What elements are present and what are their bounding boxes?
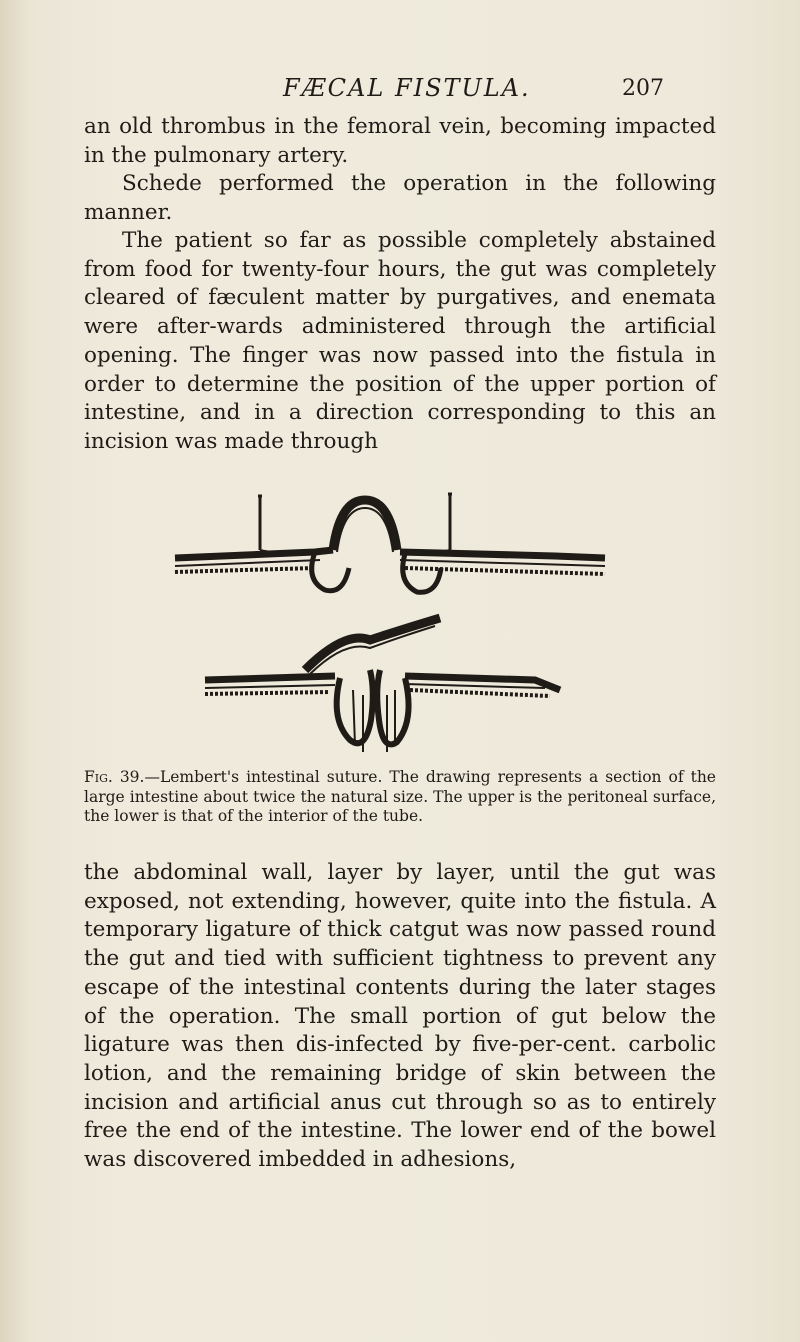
- lower-section-drawing: [205, 618, 560, 752]
- running-head: [0, 74, 800, 108]
- running-title: FÆCAL FISTULA.: [283, 74, 531, 102]
- lembert-suture-illustration: [165, 490, 635, 760]
- figure-label: Fig. 39.: [84, 768, 145, 786]
- paragraph-patient-preparation: The patient so far as possible completely abstained from food for twenty-four hours, the gut was completely cleared of fæculent matter by purgatives, and enemata were after-wards administered through the artificial opening. The finger was now passed into the fistula in order to determine the position of the upper portion of intestine, and in a direction corresponding to this an incision was made through: [84, 228, 716, 454]
- paragraph-continuation: an old thrombus in the femoral vein, becoming impacted in the pulmonary artery.: [84, 114, 716, 168]
- page-number: 207: [622, 76, 664, 101]
- figure-caption: [84, 768, 716, 827]
- figure-caption-text: —Lembert's intestinal suture. The drawing represents a section of the large intestine about twice the natural size. The upper is the peritoneal surface, the lower is that of the interior of the tube.: [84, 768, 716, 825]
- paragraph-schede: Schede performed the operation in the following manner.: [84, 171, 716, 225]
- upper-section-drawing: [175, 494, 605, 592]
- paragraph-operation-continued: the abdominal wall, layer by layer, until the gut was exposed, not extending, however, quite into the fistula. A temporary ligature of thick catgut was now passed round the gut and tied with sufficient tightness to prevent any escape of the intestinal contents during the later stages of the operation. The small portion of gut below the ligature was then dis-infected by five-per-cent. carbolic lotion, and the remaining bridge of skin between the incision and artificial anus cut through so as to entirely free the end of the intestine. The lower end of the bowel was discovered imbedded in adhesions,: [84, 860, 716, 1173]
